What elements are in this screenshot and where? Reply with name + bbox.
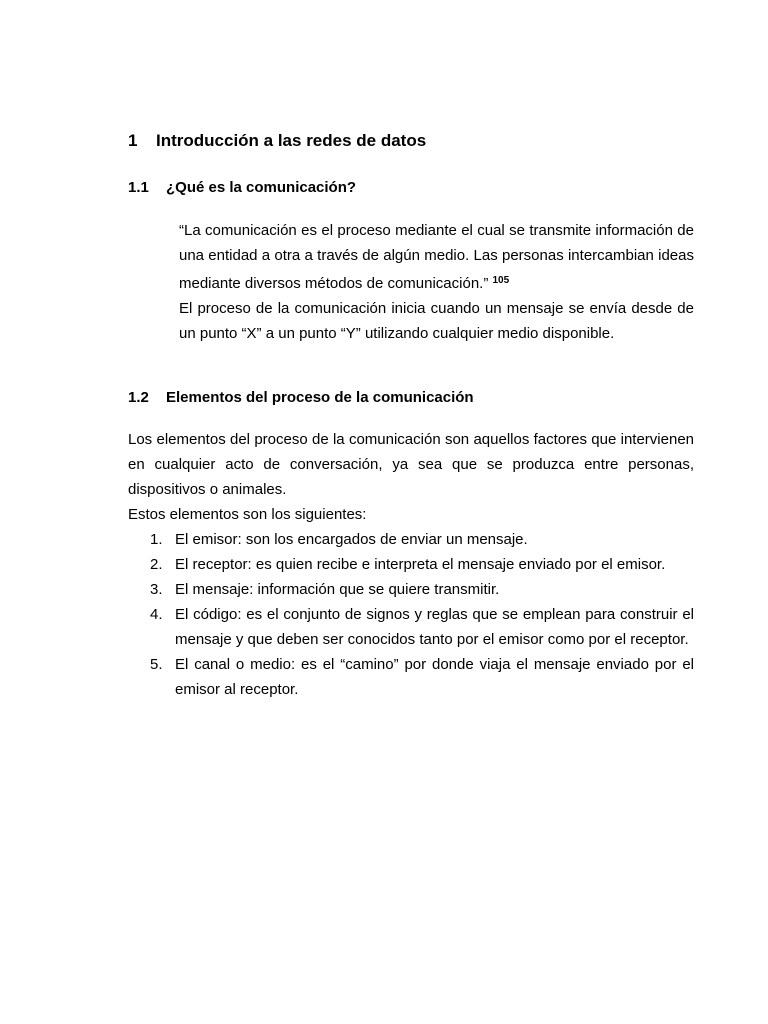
list-item — [128, 577, 694, 602]
footnote-reference: 105 — [492, 275, 510, 286]
section-number: 1.2 — [128, 389, 149, 406]
section-body — [128, 427, 694, 702]
chapter-title: Introducción a las redes de datos — [156, 131, 427, 150]
section-number: 1.1 — [128, 179, 149, 196]
list-item — [128, 602, 694, 652]
quote-text: “La comunicación es el proceso mediante el cual se transmite información de una entidad a otra a través de algún medio. Las personas intercambian ideas mediante diversos métodos de comunicación.” — [179, 222, 694, 292]
process-paragraph: El proceso de la comunicación inicia cuando un mensaje se envía desde de un punto “X” a un punto “Y” utilizando cualquier medio disponible. — [179, 300, 694, 342]
list-item-number: 5. — [150, 656, 163, 673]
list-item-number: 1. — [150, 531, 163, 548]
list-item-text: El mensaje: información que se quiere transmitir. — [175, 581, 500, 598]
list-item-number: 2. — [150, 556, 163, 573]
elements-list — [128, 527, 694, 702]
intro-paragraph: Los elementos del proceso de la comunicación son aquellos factores que intervienen en cualquier acto de conversación, ya sea que se produzca entre personas, dispositivos o animales. — [128, 431, 694, 498]
section-title: ¿Qué es la comunicación? — [166, 179, 357, 196]
list-item-text: El canal o medio: es el “camino” por donde viaja el mensaje enviado por el emisor al receptor. — [175, 656, 694, 698]
quote-paragraph — [179, 218, 694, 296]
list-item — [128, 652, 694, 702]
chapter-heading — [128, 131, 426, 151]
section-title: Elementos del proceso de la comunicación — [166, 389, 474, 406]
quote-block — [179, 218, 694, 346]
section-heading-1-1 — [128, 179, 356, 196]
list-intro: Estos elementos son los siguientes: — [128, 506, 367, 523]
section-heading-1-2 — [128, 389, 474, 406]
list-item — [128, 552, 694, 577]
chapter-number: 1 — [128, 131, 138, 150]
list-item-number: 3. — [150, 581, 163, 598]
list-item-text: El código: es el conjunto de signos y reglas que se emplean para construir el mensaje y que deben ser conocidos tanto por el emisor como por el receptor. — [175, 606, 694, 648]
list-item-number: 4. — [150, 606, 163, 623]
list-item-text: El receptor: es quien recibe e interpreta el mensaje enviado por el emisor. — [175, 556, 666, 573]
list-item — [128, 527, 694, 552]
list-item-text: El emisor: son los encargados de enviar un mensaje. — [175, 531, 528, 548]
